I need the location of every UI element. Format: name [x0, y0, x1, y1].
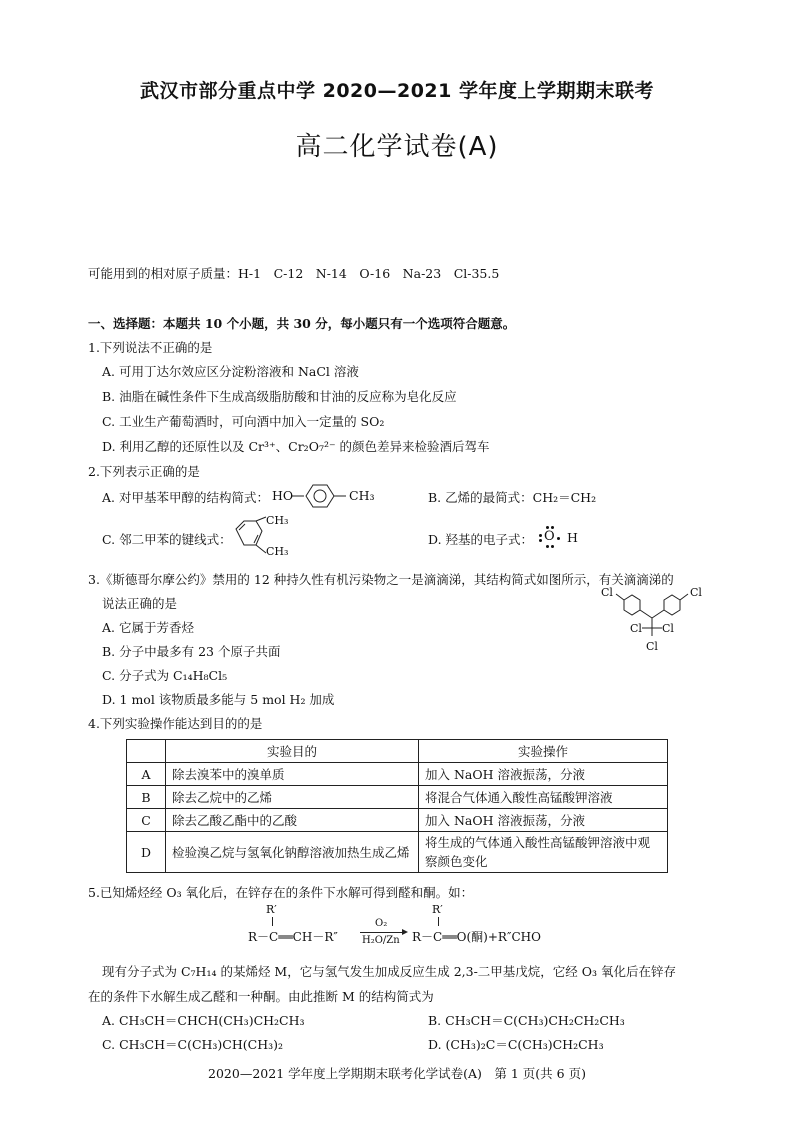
table-header-cell: 实验操作 — [419, 740, 668, 763]
table-cell-label: B — [127, 786, 166, 809]
exam-subtitle: 高二化学试卷(A) — [295, 132, 499, 162]
q2-option-a: A. 对甲基苯甲醇的结构简式： — [102, 490, 269, 505]
rxn-arrow-icon — [360, 932, 406, 933]
table-header-row — [127, 740, 668, 763]
q2-a-ch3: CH₃ — [349, 488, 375, 503]
hydroxyl-electron-dots — [538, 526, 560, 548]
table-cell-aim: 检验溴乙烷与氢氧化钠醇溶液加热生成乙烯 — [166, 832, 419, 873]
table-row — [127, 763, 668, 786]
ddt-cl-mid-right: Cl — [662, 622, 674, 635]
q1-option-b: B. 油脂在碱性条件下生成高级脂肪酸和甘油的反应称为皂化反应 — [102, 389, 457, 404]
table-cell-aim: 除去乙烷中的乙烯 — [166, 786, 419, 809]
ddt-cl-right: Cl — [690, 586, 702, 599]
q5-option-b: B. CH₃CH＝C(CH₃)CH₂CH₂CH₃ — [428, 1013, 625, 1028]
table-header-cell — [127, 740, 166, 763]
q2-c-top-ch3: CH₃ — [266, 514, 289, 527]
table-cell-aim: 除去乙酸乙酯中的乙酸 — [166, 809, 419, 832]
experiment-table — [126, 739, 668, 873]
table-cell-label: C — [127, 809, 166, 832]
electron-dot — [551, 526, 554, 529]
rxn-r-prime-right: R′ — [432, 903, 443, 916]
ddt-cl-mid-left: Cl — [630, 622, 642, 635]
table-cell-op: 加入 NaOH 溶液振荡，分液 — [419, 809, 668, 832]
table-cell-label: A — [127, 763, 166, 786]
electron-dot — [546, 545, 549, 548]
electron-dot — [546, 526, 549, 529]
electron-dot — [539, 534, 542, 537]
rxn-right: R－C══O(酮)+R″CHO — [412, 930, 541, 944]
table-cell-label: D — [127, 832, 166, 873]
q5-body-line1: 现有分子式为 C₇H₁₄ 的某烯烃 M，它与氢气发生加成反应生成 2,3-二甲基戊烷，它经 O₃ 氧化后在锌存 — [102, 964, 677, 979]
table-row — [127, 809, 668, 832]
table-row — [127, 786, 668, 809]
q2-c-bottom-ch3: CH₃ — [266, 545, 289, 558]
rxn-bond-right — [438, 917, 439, 926]
benzene-ring-icon — [292, 481, 348, 511]
oxygen-symbol: O — [544, 529, 555, 544]
table-header-cell: 实验目的 — [166, 740, 419, 763]
ddt-cl-left: Cl — [601, 586, 613, 599]
q3-stem-line1: 3.《斯德哥尔摩公约》禁用的 12 种持久性有机污染物之一是滴滴涕，其结构简式如图所示，有关滴滴涕的 — [88, 572, 674, 587]
o-xylene-structure-icon — [230, 515, 270, 559]
q3-option-c: C. 分子式为 C₁₄H₈Cl₅ — [102, 668, 228, 683]
exam-title: 武汉市部分重点中学 2020—2021 学年度上学期期末联考 — [140, 80, 654, 102]
table-cell-aim: 除去溴苯中的溴单质 — [166, 763, 419, 786]
q3-stem-line2: 说法正确的是 — [102, 596, 178, 611]
rxn-condition: H₂O/Zn — [362, 935, 400, 946]
electron-dot — [557, 537, 560, 540]
rxn-arrowhead-icon — [402, 929, 408, 935]
q3-option-b: B. 分子中最多有 23 个原子共面 — [102, 644, 281, 659]
electron-dot — [539, 539, 542, 542]
q1-option-a: A. 可用丁达尔效应区分淀粉溶液和 NaCl 溶液 — [102, 364, 359, 379]
ddt-cl-bottom: Cl — [646, 640, 658, 653]
q2-option-d: D. 羟基的电子式： — [428, 532, 534, 547]
section-heading: 一、选择题：本题共 10 个小题，共 30 分，每小题只有一个选项符合题意。 — [88, 316, 516, 331]
rxn-bond-left — [272, 917, 273, 926]
q5-option-c: C. CH₃CH＝C(CH₃)CH(CH₃)₂ — [102, 1037, 284, 1052]
q5-stem: 5.已知烯烃经 O₃ 氧化后，在锌存在的条件下水解可得到醛和酮。如： — [88, 885, 474, 900]
q5-option-a: A. CH₃CH＝CHCH(CH₃)CH₂CH₃ — [102, 1013, 305, 1028]
atomic-mass-line: 可能用到的相对原子质量：H-1 C-12 N-14 O-16 Na-23 Cl-35.5 — [88, 266, 500, 281]
table-row — [127, 832, 668, 873]
page-footer: 2020—2021 学年度上学期期末联考化学试卷(A) 第 1 页(共 6 页) — [208, 1066, 586, 1081]
q5-body-line2: 在的条件下水解生成乙醛和一种酮。由此推断 M 的结构简式为 — [88, 989, 434, 1004]
q3-option-d: D. 1 mol 该物质最多能与 5 mol H₂ 加成 — [102, 692, 335, 707]
q1-option-d: D. 利用乙醇的还原性以及 Cr³⁺、Cr₂O₇²⁻ 的颜色差异来检验酒后驾车 — [102, 439, 490, 454]
q2-a-ho: HO — [272, 488, 294, 503]
table-cell-op: 将混合气体通入酸性高锰酸钾溶液 — [419, 786, 668, 809]
q2-d-h: H — [567, 530, 578, 545]
q2-option-c: C. 邻二甲苯的键线式： — [102, 532, 232, 547]
q2-stem: 2.下列表示正确的是 — [88, 464, 200, 479]
q4-stem: 4.下列实验操作能达到目的的是 — [88, 716, 263, 731]
rxn-reagent-o2: O₂ — [375, 918, 388, 929]
table-cell-op: 将生成的气体通入酸性高锰酸钾溶液中观察颜色变化 — [419, 832, 668, 873]
q1-option-c: C. 工业生产葡萄酒时，可向酒中加入一定量的 SO₂ — [102, 414, 385, 429]
q5-option-d: D. (CH₃)₂C＝C(CH₃)CH₂CH₃ — [428, 1037, 604, 1052]
q1-stem: 1.下列说法不正确的是 — [88, 340, 213, 355]
q2-option-b: B. 乙烯的最简式：CH₂＝CH₂ — [428, 490, 597, 505]
electron-dot — [551, 545, 554, 548]
rxn-left: R－C══CH－R″ — [248, 930, 338, 944]
q3-option-a: A. 它属于芳香烃 — [102, 620, 194, 635]
rxn-r-prime-left: R′ — [266, 903, 277, 916]
table-cell-op: 加入 NaOH 溶液振荡，分液 — [419, 763, 668, 786]
